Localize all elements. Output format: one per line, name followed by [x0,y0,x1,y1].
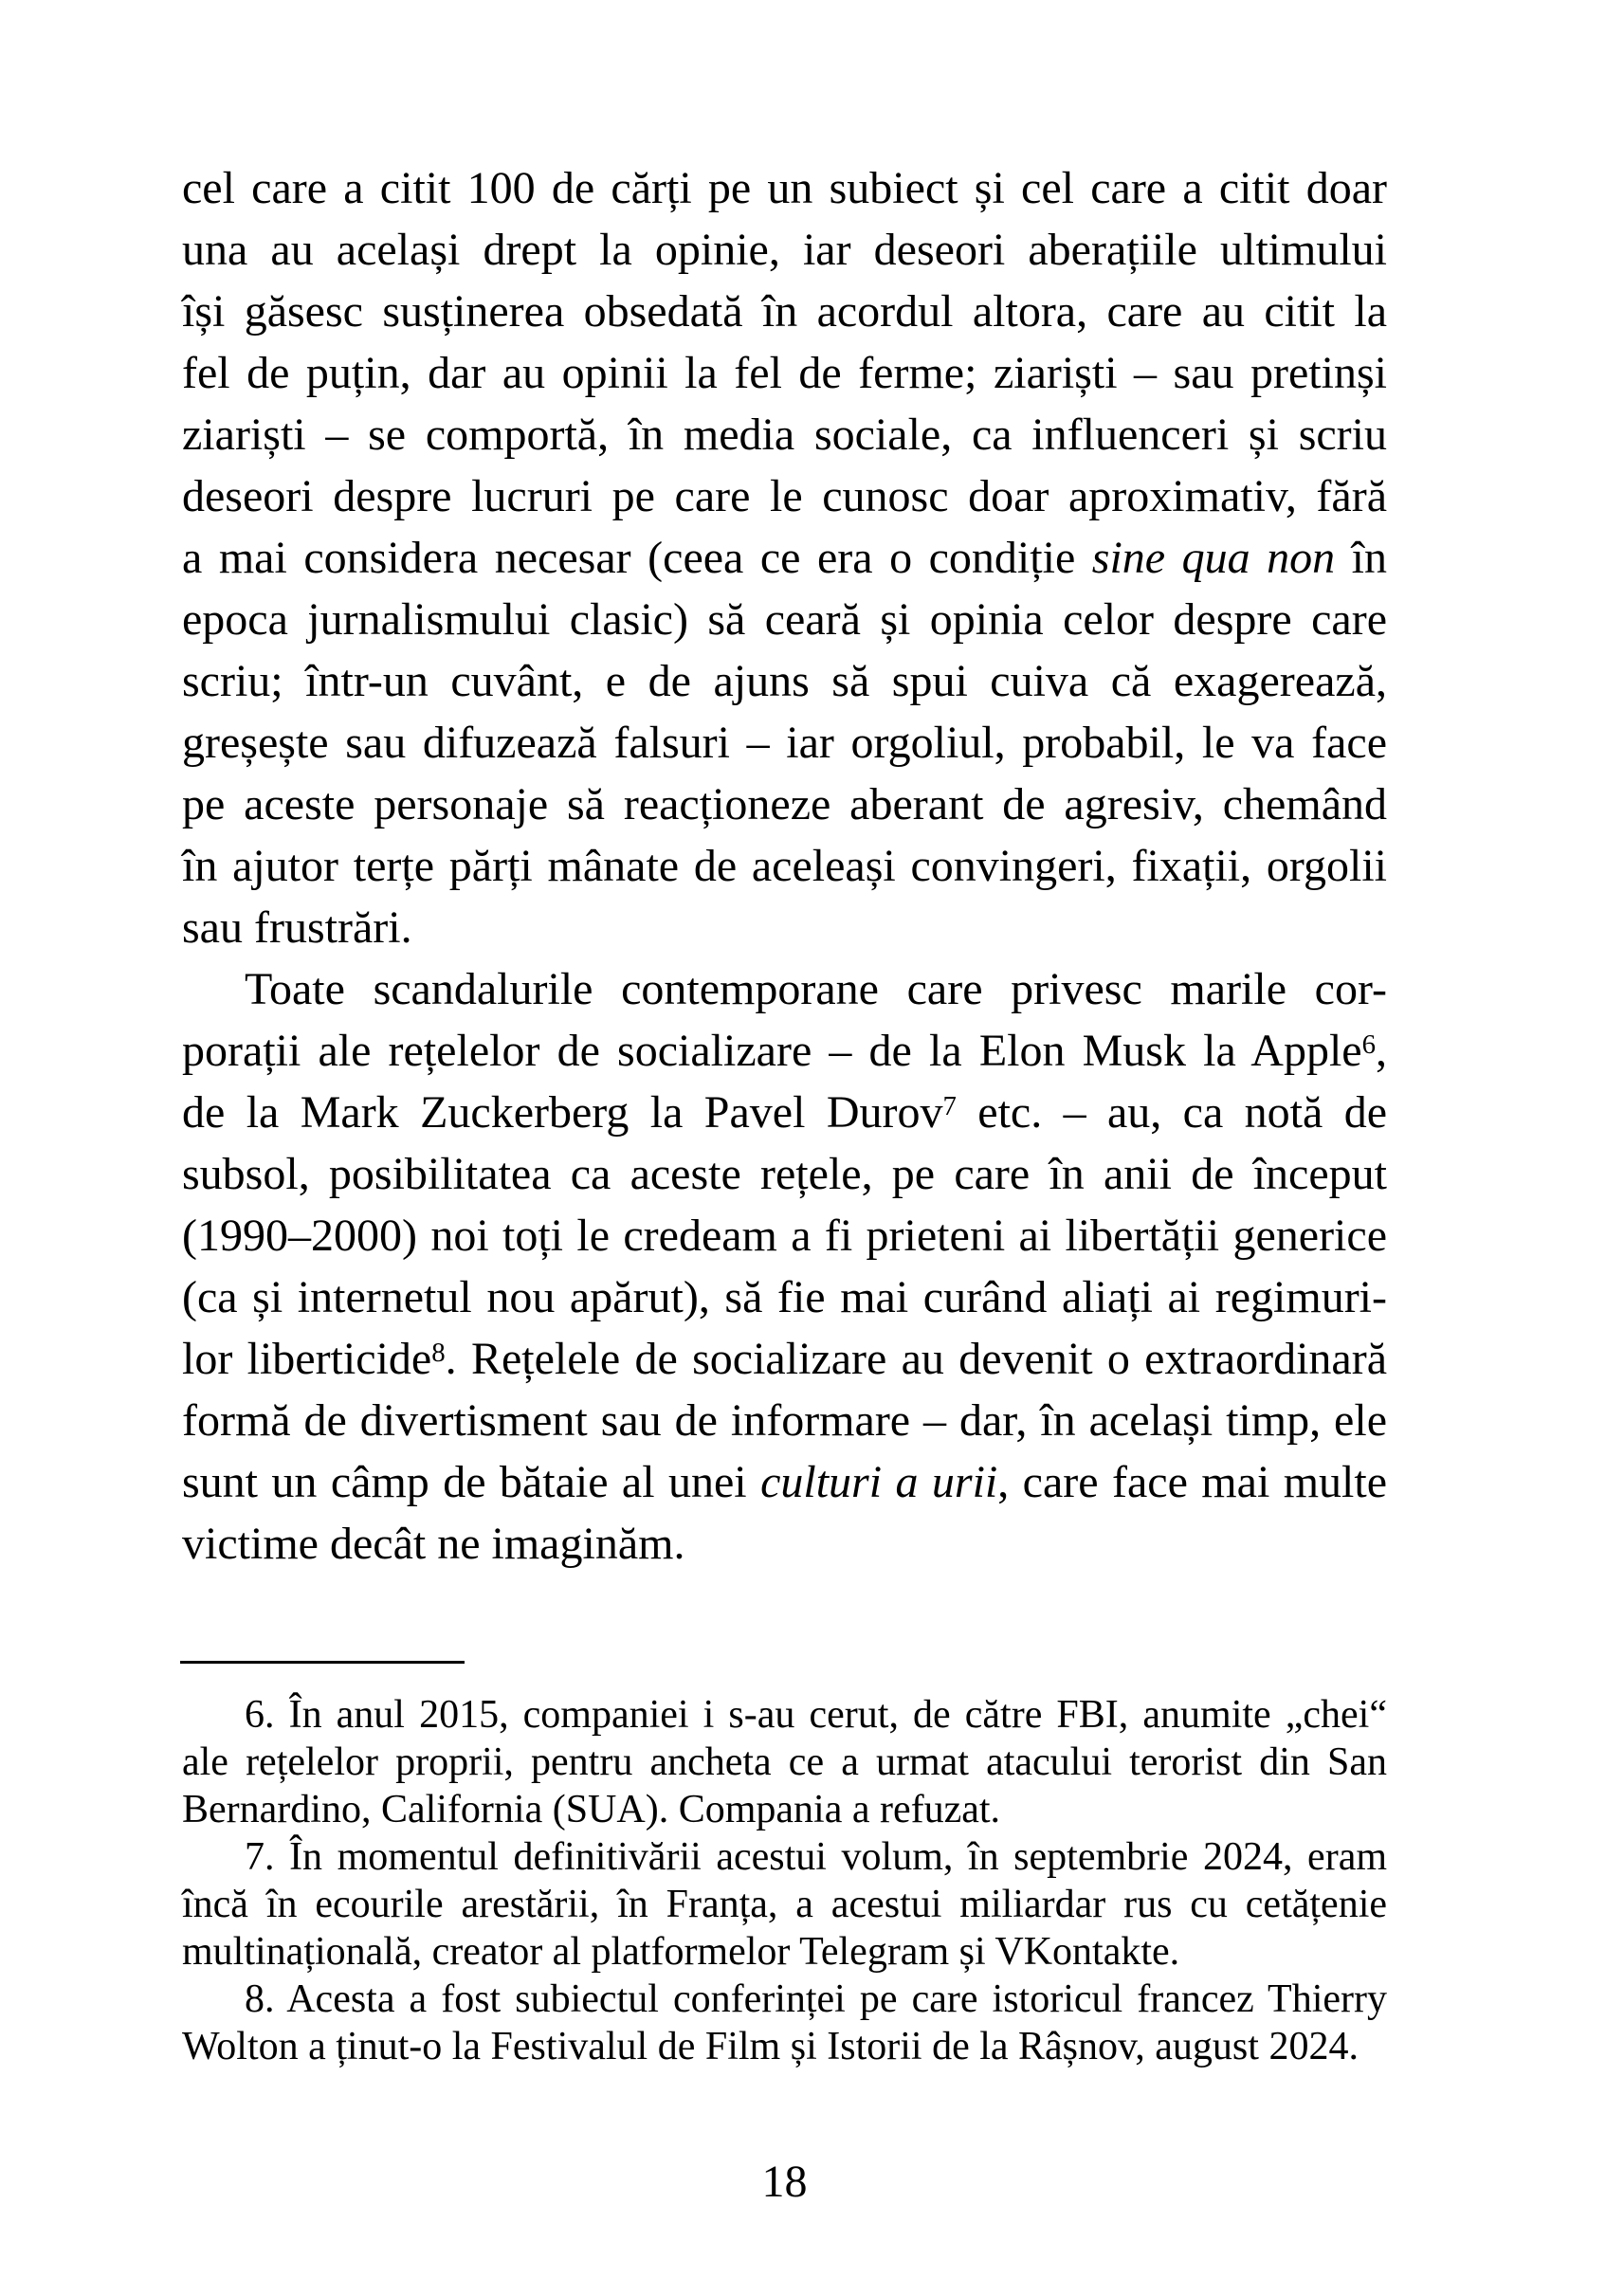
text-line: cel care a citit 100 de cărți pe un subiect și cel care a citit doar [182,163,1387,213]
text-line: multinațională, creator al platformelor Telegram și VKontakte. [182,1930,1180,1974]
footnote-reference: 6 [1361,1029,1376,1061]
text-line: își găsesc susținerea obsedată în acordul altora, care au citit la [182,286,1387,337]
text-line: 7. În momentul definitivării acestui volum, în septembrie 2024, eram [245,1835,1387,1879]
footnote-item [182,1691,1387,1833]
text-line: una au același drept la opinie, iar deseori aberațiile ultimului [182,225,1387,275]
footnote-item [182,1976,1387,2070]
text-line: fel de puțin, dar au opinii la fel de ferme; ziariști – sau pretinși [182,348,1387,398]
text-line: subsol, posibilitatea ca aceste rețele, pe care în anii de început [182,1149,1387,1199]
text-line: greșește sau difuzează falsuri – iar orgoliul, probabil, le va face [182,718,1387,768]
text-line: a mai considera necesar (ceea ce era o condiție sine qua non în [182,533,1387,583]
text-line: Wolton a ținut-o la Festivalul de Film și Istorii de la Râșnov, august 2024. [182,2025,1359,2068]
text-line: sunt un câmp de bătaie al unei culturi a urii, care face mai multe [182,1457,1388,1507]
text-line: ale rețelelor proprii, pentru ancheta ce a urmat atacului terorist din San [182,1740,1387,1784]
text-line: (ca și internetul nou apărut), să fie mai curând aliați ai regimuri- [182,1272,1387,1322]
text-line: lor liberticide$^8$. Rețelele de socializare au devenit o extraordinară [182,1334,1387,1384]
text-line: sau frustrări. [182,902,412,953]
text-line: 8. Acesta a fost subiectul conferinței pe care istoricul francez Thierry [245,1977,1387,2021]
footnote-item [182,1833,1387,1976]
footnote-reference: 7 [942,1091,957,1122]
text-line: Bernardino, California (SUA). Compania a refuzat. [182,1788,1001,1831]
text-line: epoca jurnalismului clasic) să ceară și opinia celor despre care [182,594,1387,645]
text-line: Toate scandalurile contemporane care privesc marile cor- [245,964,1387,1014]
text-line: victime decât ne imaginăm. [182,1519,685,1569]
text-line: formă de divertisment sau de informare – dar, în același timp, ele [182,1395,1387,1446]
text-line: de la Mark Zuckerberg la Pavel Durov$^7$ etc. – au, ca notă de [182,1087,1387,1138]
text-line: (1990–2000) noi toți le credeam a fi prieteni ai libertății generice [182,1211,1387,1261]
text-line: în ajutor terțe părți mânate de aceleași convingeri, fixații, orgolii [182,841,1387,891]
text-line: porații ale rețelelor de socializare – de la Elon Musk la Apple$^6$, [182,1026,1387,1076]
text-line: pe aceste personaje să reacționeze aberant de agresiv, chemând [182,779,1387,829]
footnote-reference: 8 [431,1338,446,1369]
text-line: încă în ecourile arestării, în Franța, a acestui miliardar rus cu cetățenie [182,1883,1387,1926]
footnotes [182,1691,1387,2070]
body-text [182,157,1387,1575]
footnote-separator [180,1661,465,1664]
text-line: scriu; într-un cuvânt, e de ajuns să spui cuiva că exagerează, [182,656,1387,706]
text-line: deseori despre lucruri pe care le cunosc doar aproximativ, fără [182,471,1387,521]
text-line: ziariști – se comportă, în media sociale, ca influenceri și scriu [182,410,1387,460]
page-number: 18 [761,2157,808,2207]
text-line: 6. În anul 2015, companiei i s-au cerut, de către FBI, anumite „chei“ [245,1693,1387,1737]
